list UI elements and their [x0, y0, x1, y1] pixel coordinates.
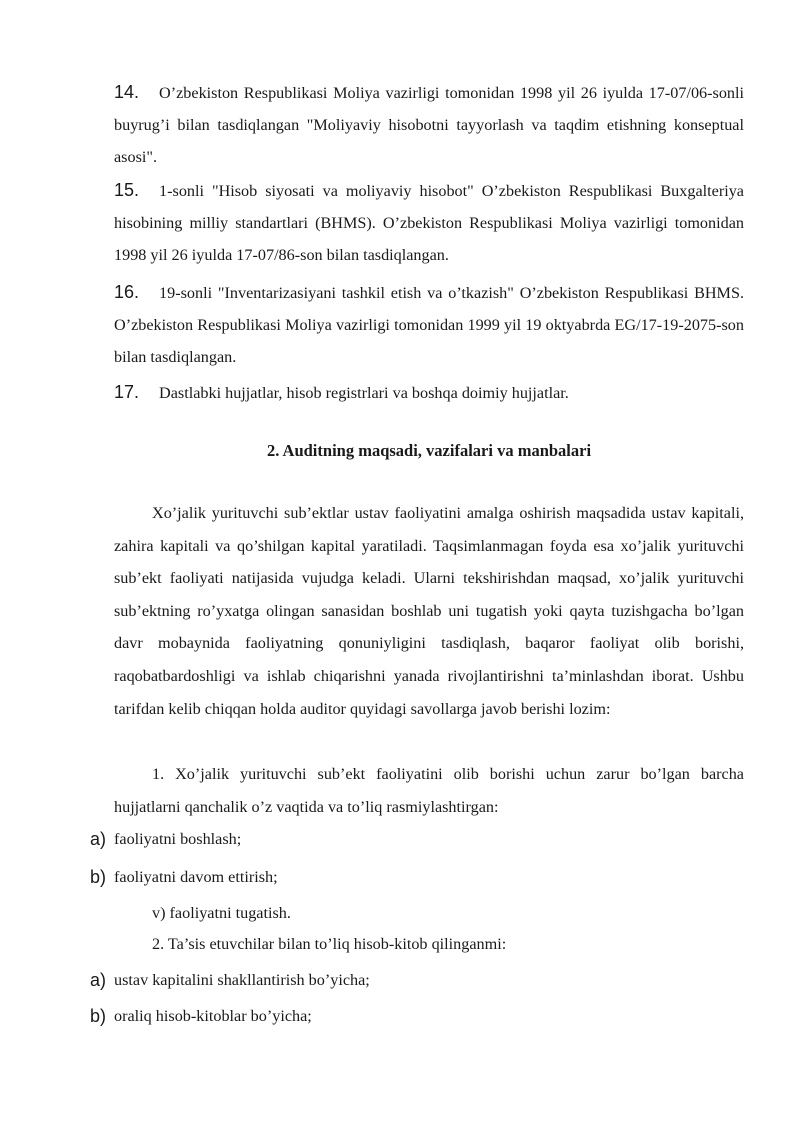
- list-item: oraliq hisob-kitoblar bo’yicha;: [114, 1007, 312, 1025]
- reference-16: [114, 276, 744, 373]
- reference-number: 17.: [114, 382, 140, 402]
- list-item: ustav kapitalini shakllantirish bo’yicha;: [114, 971, 370, 989]
- section-heading: 2. Auditning maqsadi, vazifalari va manbalari: [266, 441, 592, 460]
- reference-text: 19-sonli "Inventarizasiyani tashkil etish va o’tkazish" O’zbekiston Respublikasi BHMS. O’zbekiston Respublikasi Moliya vazirligi tomonidan 1999 yil 19 oktyabrda EG/17-19-2075-son bilan tasdiqlangan.: [114, 284, 744, 366]
- list-item: faoliyatni davom ettirish;: [114, 868, 278, 886]
- list-marker: a): [90, 829, 107, 849]
- reference-text: 1-sonli "Hisob siyosati va moliyaviy hisobot" O’zbekiston Respublikasi Buxgalteriya hisobining milliy standartlari (BHMS). O’zbekiston Respublikasi Moliya vazirligi tomonidan 1998 yil 26 iyulda 17-07/86-son bilan tasdiqlangan.: [114, 182, 744, 264]
- reference-number: 14.: [114, 82, 140, 102]
- question-1: 1. Xo’jalik yurituvchi sub’ekt faoliyatini olib borishi uchun zarur bo’lgan barcha hujjatlarni qanchalik o’z vaqtida va to’liq rasmiylashtirgan:: [114, 765, 744, 816]
- reference-17: [114, 376, 744, 409]
- question-2: 2. Ta’sis etuvchilar bilan to’liq hisob-kitob qilinganmi:: [152, 935, 507, 953]
- list-marker: a): [90, 970, 107, 990]
- list-marker: b): [90, 1006, 107, 1026]
- list-marker: b): [90, 867, 107, 887]
- list-item: faoliyatni boshlash;: [114, 830, 242, 848]
- reference-text: Dastlabki hujjatlar, hisob registrlari va boshqa doimiy hujjatlar.: [159, 384, 569, 402]
- reference-15: [114, 174, 744, 271]
- reference-number: 15.: [114, 180, 140, 200]
- intro-paragraph: Xo’jalik yurituvchi sub’ektlar ustav faoliyatini amalga oshirish maqsadida ustav kapitali, zahira kapitali va qo’shilgan kapital yaratiladi. Taqsimlanmagan foyda esa xo’jalik yurituvchi sub’ekt faoliyati natijasida vujudga keladi. Ularni tekshirishdan maqsad, xo’jalik yurituvchi sub’ektning ro’yxatga olingan sanasidan boshlab uni tugatish yoki qayta tuzishgacha bo’lgan davr mobaynida faoliyatning qonuniyligini tasdiqlash, baqaror faoliyat olib borishi, raqobatbardoshligi va ishlab chiqarishni yanada rivojlantirishni ta’minlashdan iborat. Ushbu tarifdan kelib chiqqan holda auditor quyidagi savollarga javob berishi lozim:: [114, 504, 744, 718]
- reference-text: O’zbekiston Respublikasi Moliya vazirligi tomonidan 1998 yil 26 iyulda 17-07/06-sonli buyrug’i bilan tasdiqlangan "Moliyaviy hisobotni tayyorlash va taqdim etishning konseptual asosi".: [114, 84, 744, 166]
- reference-number: 16.: [114, 282, 140, 302]
- list-item: v) faoliyatni tugatish.: [152, 904, 291, 922]
- reference-14: [114, 76, 744, 173]
